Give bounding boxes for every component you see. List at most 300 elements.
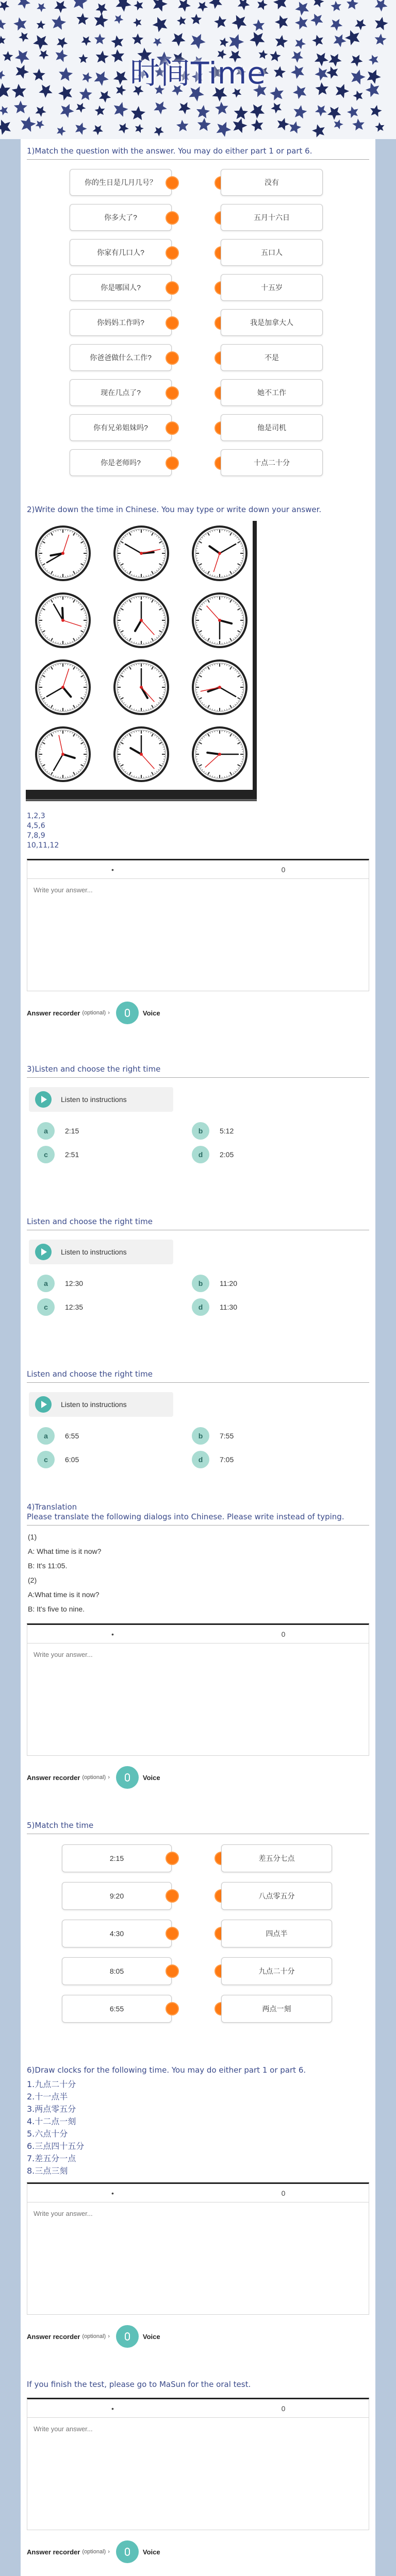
- star-icon: [197, 2, 208, 12]
- star-icon: [196, 105, 210, 118]
- choice-option[interactable]: [37, 1122, 79, 1140]
- counter-tool-button[interactable]: 0: [281, 1630, 286, 1638]
- clock-face-icon: [113, 592, 170, 649]
- choice-letter: c: [37, 1298, 55, 1316]
- match-left-connector[interactable]: [166, 176, 179, 190]
- clock-number: 2: [109, 524, 114, 532]
- match-right-card[interactable]: 四点半: [221, 1920, 332, 1947]
- bullet-tool-button[interactable]: •: [111, 865, 114, 874]
- choice-text: 5:12: [220, 1127, 234, 1135]
- match-row: [26, 235, 370, 270]
- star-icon: [375, 122, 384, 131]
- match-left-card[interactable]: 你是哪国人?: [70, 274, 172, 301]
- clock-number: 12: [188, 725, 196, 733]
- clock-group-line: 10,11,12: [27, 841, 59, 850]
- clock-number: 9: [188, 658, 192, 666]
- analog-clock: [108, 724, 174, 785]
- analog-clock: [30, 523, 96, 584]
- draw-clock-item: 5.六点十分: [27, 2129, 68, 2139]
- analog-clock: [187, 657, 253, 718]
- match-left-connector[interactable]: [166, 316, 179, 330]
- match-left-card[interactable]: 6:55: [62, 1995, 172, 2023]
- clock-face-icon: [191, 726, 248, 783]
- match-left-connector[interactable]: [166, 386, 179, 400]
- choice-text: 12:35: [65, 1303, 84, 1311]
- star-icon: [0, 120, 11, 135]
- draw-clock-item: 6.三点四十五分: [27, 2141, 85, 2151]
- analog-clock: [108, 590, 174, 651]
- star-icon: [233, 118, 248, 133]
- match-right-card[interactable]: 八点零五分: [221, 1882, 332, 1910]
- star-icon: [257, 0, 268, 10]
- choice-option[interactable]: [192, 1122, 234, 1140]
- match-right-card[interactable]: 没有: [221, 169, 323, 196]
- match-row: [26, 410, 370, 445]
- choice-letter: d: [192, 1451, 209, 1468]
- answer-recorder-label: Answer recorder: [27, 2548, 80, 2556]
- star-icon: [36, 106, 46, 117]
- clock-number: 8: [109, 658, 114, 666]
- star-icon: [154, 127, 163, 137]
- match-right-card[interactable]: 她不工作: [221, 379, 323, 406]
- star-icon: [94, 33, 106, 44]
- draw-clock-item: 8.三点三刻: [27, 2166, 68, 2176]
- clock-number: 10: [31, 725, 40, 733]
- match-left-card[interactable]: 你家有几口人?: [70, 239, 172, 266]
- final-note: [21, 2378, 375, 2572]
- star-icon: [153, 17, 168, 32]
- listen-instructions-button[interactable]: [29, 1240, 173, 1264]
- choice-letter: a: [37, 1122, 55, 1140]
- star-icon: [347, 107, 358, 118]
- star-icon: [134, 1, 143, 10]
- frame-bar-right: [253, 521, 257, 801]
- star-icon: [19, 32, 28, 42]
- voice-label: Voice: [142, 1009, 160, 1017]
- answer-recorder-label: Answer recorder: [27, 2332, 80, 2341]
- draw-clock-item: 2.十一点半: [27, 2092, 68, 2102]
- match-row: [26, 445, 370, 480]
- star-icon: [37, 20, 46, 29]
- microphone-icon: [125, 1009, 130, 1017]
- clock-number: 6: [188, 591, 192, 599]
- choice-text: 6:05: [65, 1455, 79, 1464]
- answer-recorder: [26, 2530, 370, 2572]
- star-icon: [36, 121, 44, 129]
- star-icon: [119, 123, 129, 133]
- star-icon: [250, 32, 265, 47]
- dialog-line: B: It's five to nine.: [28, 1605, 85, 1613]
- star-icon: [253, 20, 265, 31]
- answer-textarea[interactable]: [27, 1643, 369, 1753]
- choice-options: [26, 1423, 370, 1470]
- answer-textarea[interactable]: [27, 2202, 369, 2312]
- star-icon: [14, 100, 27, 113]
- listening-heading: 3)Listen and choose the right time: [27, 1064, 161, 1074]
- star-icon: [345, 30, 359, 45]
- star-icon: [60, 104, 74, 118]
- star-icon: [355, 19, 366, 30]
- question-4-heading: 4)Translation: [27, 1502, 77, 1512]
- draw-clock-item: 3.两点零五分: [27, 2104, 76, 2114]
- star-icon: [131, 106, 145, 120]
- star-icon: [275, 15, 288, 29]
- choice-letter: a: [37, 1427, 55, 1445]
- page-header: [0, 0, 396, 139]
- star-icon: [190, 34, 205, 49]
- choice-letter: b: [192, 1427, 209, 1445]
- star-icon: [0, 1, 9, 11]
- listen-instructions-button[interactable]: [29, 1392, 173, 1417]
- counter-tool-button[interactable]: 0: [281, 865, 286, 874]
- listen-instructions-button[interactable]: [29, 1087, 173, 1112]
- match-left-card[interactable]: 你多大了?: [70, 204, 172, 231]
- match-row: [26, 270, 370, 305]
- star-icon: [93, 125, 103, 135]
- star-icon: [375, 0, 388, 12]
- choice-letter: c: [37, 1451, 55, 1468]
- clock-number: 11: [109, 725, 118, 733]
- star-icon: [75, 123, 87, 135]
- match-right-card[interactable]: 不是: [221, 344, 323, 371]
- match-left-connector[interactable]: [166, 1852, 179, 1865]
- clock-face-icon: [35, 525, 91, 582]
- choice-text: 6:55: [65, 1432, 79, 1440]
- star-icon: [315, 105, 327, 116]
- divider: [27, 1382, 369, 1383]
- choice-text: 11:30: [220, 1303, 237, 1311]
- star-icon: [375, 17, 388, 30]
- choice-text: 7:55: [220, 1432, 234, 1440]
- record-voice-button[interactable]: [116, 1002, 139, 1024]
- match-right-card[interactable]: 十五岁: [221, 274, 323, 301]
- question-2: [21, 503, 375, 1033]
- match-right-card[interactable]: 五口人: [221, 239, 323, 266]
- match-left-card[interactable]: 8:05: [62, 1957, 172, 1985]
- match-right-card[interactable]: 我是加拿大人: [221, 309, 323, 336]
- star-icon: [370, 105, 382, 117]
- star-icon: [177, 16, 186, 25]
- answer-textarea[interactable]: [27, 879, 369, 988]
- listening-heading: Listen and choose the right time: [27, 1217, 153, 1226]
- match-left-connector[interactable]: [166, 281, 179, 295]
- answer-recorder-optional: (optional): [82, 2549, 106, 2555]
- draw-clock-list: [26, 2078, 370, 2177]
- star-icon: [133, 18, 142, 27]
- star-icon: [57, 126, 66, 135]
- clock-number-groups: [26, 809, 370, 856]
- voice-label: Voice: [142, 2332, 160, 2341]
- star-icon: [99, 91, 111, 103]
- match-row: [26, 1990, 370, 2027]
- clock-group-line: 7,8,9: [27, 832, 45, 840]
- analog-clock: [187, 590, 253, 651]
- draw-clock-item: 7.差五分一点: [27, 2154, 76, 2163]
- question-4-subheading: Please translate the following dialogs into Chinese. Please write instead of typing.: [27, 1512, 344, 1521]
- star-icon: [95, 106, 105, 116]
- match-left-card[interactable]: 你有兄弟姐妹吗?: [70, 414, 172, 441]
- star-icon: [295, 16, 308, 30]
- clock-face-icon: [113, 726, 170, 783]
- match-left-connector[interactable]: [166, 421, 179, 435]
- match-right-card[interactable]: 他是司机: [221, 414, 323, 441]
- clock-face-icon: [35, 726, 91, 783]
- choice-option[interactable]: [192, 1275, 237, 1292]
- star-icon: [154, 101, 167, 114]
- star-icon: [215, 102, 228, 115]
- star-icon: [251, 119, 263, 131]
- page-title: 时间Time: [130, 56, 266, 91]
- answer-recorder-optional: (optional): [82, 1010, 106, 1016]
- star-icon: [153, 0, 168, 12]
- answer-toolbar: [27, 2184, 369, 2202]
- star-icon: [312, 124, 325, 137]
- star-icon: [197, 118, 211, 131]
- frame-shadow: [26, 799, 257, 801]
- match-left-connector[interactable]: [166, 456, 179, 470]
- match-left-card[interactable]: 4:30: [62, 1920, 172, 1947]
- match-left-connector[interactable]: [166, 1964, 179, 1978]
- star-icon: [37, 3, 46, 12]
- match-row: [26, 200, 370, 235]
- choice-option[interactable]: [192, 1298, 237, 1316]
- star-icon: [178, 0, 191, 12]
- match-left-connector[interactable]: [166, 211, 179, 225]
- answer-recorder-optional: (optional): [82, 1774, 106, 1781]
- star-icon: [54, 1, 67, 13]
- clock-number: 3: [188, 524, 192, 532]
- star-icon: [277, 118, 289, 130]
- match-row: [26, 1839, 370, 1877]
- choice-text: 2:05: [220, 1150, 234, 1159]
- choice-text: 12:30: [65, 1279, 84, 1287]
- question-3: [21, 1062, 375, 1470]
- matching-exercise: [26, 1834, 370, 2032]
- choice-option[interactable]: [192, 1451, 234, 1468]
- star-icon: [81, 37, 91, 46]
- match-row: [26, 375, 370, 410]
- listening-question: [26, 1215, 370, 1318]
- star-icon: [209, 0, 222, 9]
- match-row: [26, 340, 370, 375]
- star-icon: [18, 0, 30, 9]
- bullet-tool-button[interactable]: •: [111, 2189, 114, 2197]
- match-left-connector[interactable]: [166, 351, 179, 365]
- star-icon: [76, 13, 89, 25]
- clock-number: 4: [31, 591, 36, 599]
- choice-letter: d: [192, 1298, 209, 1316]
- microphone-icon: [125, 1773, 130, 1782]
- record-voice-button[interactable]: [116, 2540, 139, 2563]
- star-icon: [191, 14, 202, 24]
- dialog-line: A: What time is it now?: [28, 1547, 102, 1555]
- star-icon: [172, 33, 186, 46]
- answer-recorder: [26, 991, 370, 1033]
- star-icon: [250, 105, 265, 119]
- match-right-card[interactable]: 两点一刻: [221, 1995, 332, 2023]
- choice-letter: b: [192, 1122, 209, 1140]
- star-icon: [334, 120, 343, 129]
- match-row: [26, 305, 370, 340]
- star-icon: [313, 0, 324, 7]
- play-icon: [35, 1396, 52, 1413]
- match-left-card[interactable]: 你是老师吗?: [70, 449, 172, 476]
- worksheet: [21, 139, 375, 2576]
- star-icon: [346, 0, 358, 10]
- listening-heading: Listen and choose the right time: [27, 1369, 153, 1379]
- answer-recorder-label: Answer recorder: [27, 1773, 80, 1782]
- star-icon: [13, 18, 26, 31]
- star-icon: [76, 103, 86, 113]
- choice-text: 11:20: [220, 1279, 237, 1287]
- star-icon: [33, 35, 48, 49]
- match-row: [26, 1877, 370, 1914]
- analog-clock: [30, 590, 96, 651]
- answer-box: [27, 859, 369, 991]
- star-icon: [334, 35, 346, 47]
- question-1-heading: 1)Match the question with the answer. You may do either part 1 or part 6.: [27, 146, 312, 156]
- question-4: [21, 1500, 375, 1798]
- star-icon: [234, 106, 248, 120]
- match-right-card[interactable]: 十点二十分: [221, 449, 323, 476]
- analog-clock: [108, 523, 174, 584]
- bullet-tool-button[interactable]: •: [111, 1630, 114, 1638]
- counter-tool-button[interactable]: 0: [281, 2404, 286, 2413]
- match-left-connector[interactable]: [166, 2002, 179, 2015]
- choice-option[interactable]: [192, 1427, 234, 1445]
- star-icon: [114, 102, 128, 117]
- match-right-card[interactable]: 差五分七点: [221, 1844, 332, 1872]
- clock-face-icon: [191, 525, 248, 582]
- clock-number: 5: [109, 591, 114, 599]
- answer-box: [27, 1623, 369, 1756]
- match-left-connector[interactable]: [166, 1927, 179, 1940]
- divider: [27, 1077, 369, 1078]
- choice-option[interactable]: [37, 1427, 79, 1445]
- analog-clock: [30, 724, 96, 785]
- star-icon: [273, 0, 287, 9]
- clock-number: 7: [31, 658, 36, 666]
- choice-option[interactable]: [37, 1298, 83, 1316]
- answer-recorder-label: Answer recorder: [27, 1009, 80, 1017]
- clock-face-icon: [113, 659, 170, 716]
- match-left-card[interactable]: 你的生日是几月几号？: [70, 169, 172, 196]
- question-6-heading: 6)Draw clocks for the following time. You may do either part 1 or part 6.: [27, 2065, 306, 2075]
- choice-option[interactable]: [192, 1146, 234, 1163]
- record-voice-button[interactable]: [116, 2325, 139, 2348]
- record-voice-button[interactable]: [116, 1766, 139, 1789]
- listen-label: Listen to instructions: [61, 1248, 127, 1256]
- dialog-line: (2): [28, 1576, 37, 1584]
- voice-label: Voice: [142, 1773, 160, 1782]
- match-row: [26, 165, 370, 200]
- match-left-card[interactable]: 现在几点了?: [70, 379, 172, 406]
- star-icon: [220, 38, 229, 47]
- star-icon: [96, 4, 108, 15]
- dialog-line: (1): [28, 1533, 37, 1541]
- choice-letter: c: [37, 1146, 55, 1163]
- star-icon: [289, 121, 301, 133]
- voice-label: Voice: [142, 2548, 160, 2556]
- analog-clock: [187, 523, 253, 584]
- star-icon: [132, 33, 143, 45]
- question-5-heading: 5)Match the time: [27, 1821, 94, 1830]
- choice-letter: d: [192, 1146, 209, 1163]
- listening-question: [26, 1367, 370, 1470]
- clock-face-icon: [191, 659, 248, 716]
- star-icon: [271, 103, 282, 113]
- star-icon: [214, 16, 226, 28]
- clock-group-line: 1,2,3: [27, 812, 45, 820]
- answer-box: [27, 2182, 369, 2315]
- star-icon: [312, 35, 323, 46]
- clock-face-icon: [35, 592, 91, 649]
- star-icon: [0, 106, 8, 115]
- match-left-card[interactable]: 你爸爸做什么工作?: [70, 344, 172, 371]
- choice-options: [26, 1118, 370, 1165]
- match-left-card[interactable]: 你妈妈工作吗?: [70, 309, 172, 336]
- match-row: [26, 1952, 370, 1990]
- match-left-card[interactable]: 2:15: [62, 1844, 172, 1872]
- play-icon: [35, 1244, 52, 1260]
- match-left-connector[interactable]: [166, 246, 179, 260]
- match-left-card[interactable]: 9:20: [62, 1882, 172, 1910]
- star-icon: [94, 13, 108, 27]
- draw-clock-item: 4.十二点一刻: [27, 2116, 76, 2126]
- match-left-connector[interactable]: [166, 1889, 179, 1903]
- star-icon: [0, 19, 6, 29]
- answer-recorder: [26, 1756, 370, 1798]
- clock-group-line: 4,5,6: [27, 822, 45, 830]
- choice-option[interactable]: [37, 1146, 79, 1163]
- star-icon: [114, 15, 123, 24]
- star-icon: [295, 2, 309, 15]
- answer-recorder-arrow: ›: [108, 2333, 110, 2340]
- star-icon: [352, 118, 365, 130]
- listening-question: [26, 1062, 370, 1165]
- match-row: [26, 1914, 370, 1952]
- match-right-card[interactable]: 五月十六日: [221, 204, 323, 231]
- draw-clock-item: 1.九点二十分: [27, 2079, 76, 2089]
- star-icon: [52, 15, 66, 30]
- star-icon: [178, 102, 191, 114]
- match-right-card[interactable]: 九点二十分: [221, 1957, 332, 1985]
- star-icon: [176, 120, 188, 132]
- star-icon: [57, 38, 68, 48]
- bullet-tool-button[interactable]: •: [111, 2404, 114, 2413]
- choice-option[interactable]: [37, 1275, 83, 1292]
- star-icon: [135, 124, 144, 133]
- analog-clock: [187, 724, 253, 785]
- clock-face-icon: [191, 592, 248, 649]
- choice-option[interactable]: [37, 1451, 79, 1468]
- clock-number: 1: [31, 524, 36, 532]
- matching-exercise: [26, 160, 370, 485]
- choice-options: [26, 1270, 370, 1318]
- star-icon: [217, 122, 232, 137]
- clock-face-icon: [113, 525, 170, 582]
- answer-toolbar: [27, 2399, 369, 2418]
- counter-tool-button[interactable]: 0: [281, 2189, 286, 2197]
- dialog-line: A:What time is it now?: [28, 1590, 100, 1599]
- analog-clock: [108, 657, 174, 718]
- answer-textarea[interactable]: [27, 2418, 369, 2527]
- question-6: [21, 2063, 375, 2357]
- choice-text: 7:05: [220, 1455, 234, 1464]
- star-icon: [72, 0, 88, 9]
- star-icon: [331, 19, 343, 31]
- question-2-heading: 2)Write down the time in Chinese. You may type or write down your answer.: [27, 505, 322, 514]
